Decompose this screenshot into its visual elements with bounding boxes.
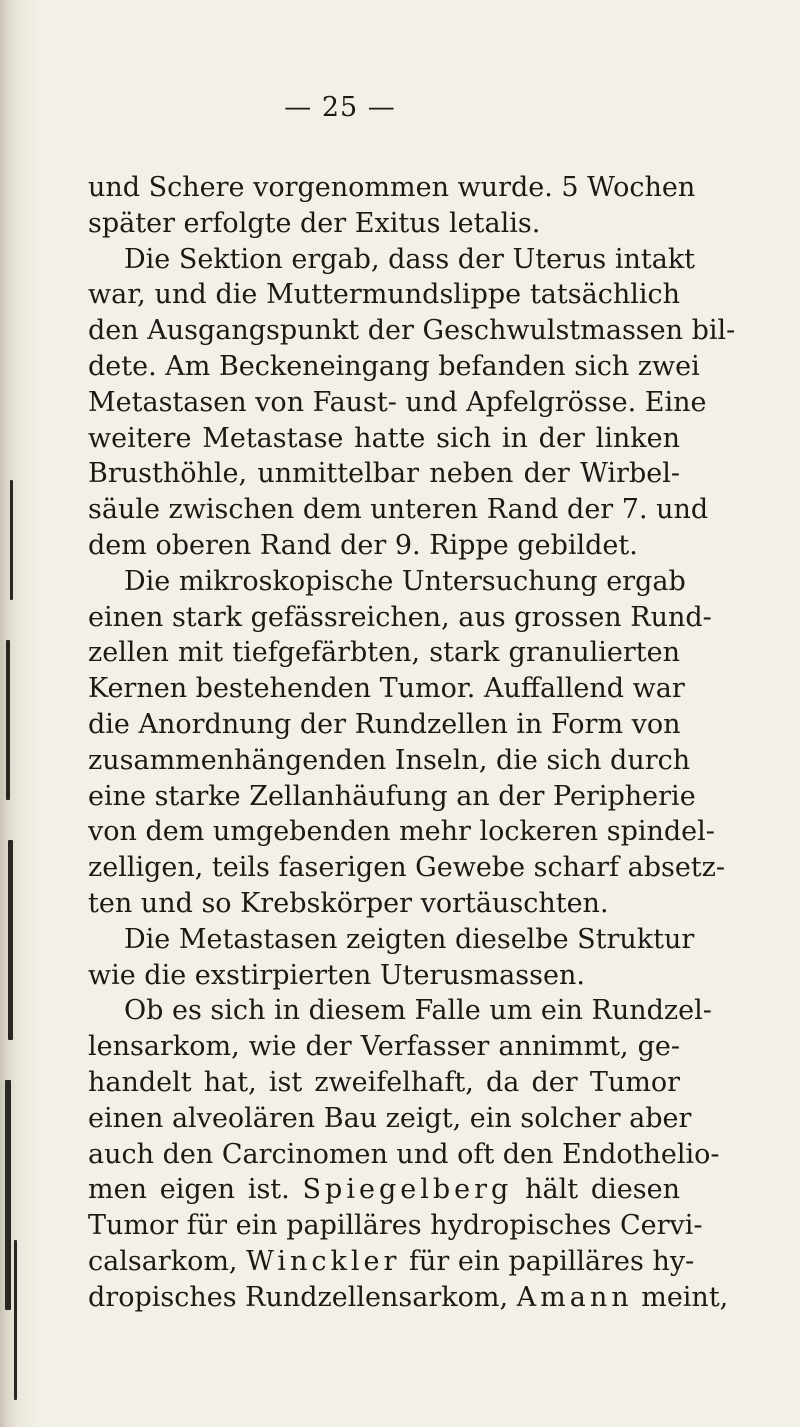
binding-mark (8, 840, 13, 1040)
text-line: wie die exstirpierten Uterusmassen. (88, 959, 585, 991)
text-line: den Ausgangspunkt der Geschwulstmassen bil- (88, 315, 736, 347)
text-line: säule zwischen dem unteren Rand der 7. und (88, 494, 709, 526)
text-line: auch den Carcinomen und oft den Endothelio- (88, 1138, 720, 1170)
text-line: später erfolgte der Exitus letalis. (88, 207, 541, 239)
text-fragment: men eigen ist. (88, 1174, 290, 1206)
author-name-amann: Amann (516, 1281, 633, 1313)
text-line: einen alveolären Bau zeigt, ein solcher aber (88, 1102, 692, 1134)
text-line: zusammenhängenden Inseln, die sich durch (88, 744, 691, 776)
body-text (88, 170, 736, 1316)
text-line: dem oberen Rand der 9. Rippe gebildet. (88, 529, 638, 561)
text-line: zellen mit tiefgefärbten, stark granulierten (88, 637, 680, 669)
text-line: eine starke Zellanhäufung an der Peripherie (88, 780, 696, 812)
text-line (88, 1280, 729, 1316)
text-fragment: hält diesen (525, 1174, 680, 1206)
text-line: die Anordnung der Rundzellen in Form von (88, 708, 681, 740)
author-name-spiegelberg: Spiegelberg (302, 1174, 513, 1206)
text-line: von dem umgebenden mehr lockeren spindel- (88, 816, 715, 848)
text-line: lensarkom, wie der Verfasser annimmt, ge- (88, 1031, 680, 1063)
author-name-winckler: Winckler (246, 1245, 401, 1277)
binding-mark (14, 1240, 17, 1400)
page-number: — 25 — (284, 92, 396, 123)
text-line: ten und so Krebskörper vortäuschten. (88, 887, 609, 919)
text-line: Die mikroskopische Untersuchung ergab (124, 565, 686, 597)
binding-edge (0, 0, 40, 1427)
text-line: war, und die Muttermundslippe tatsächlich (88, 279, 680, 311)
text-line: einen stark gefässreichen, aus grossen Rund- (88, 601, 712, 633)
text-line: handelt hat, ist zweifelhaft, da der Tumor (88, 1066, 680, 1098)
text-line: und Schere vorgenommen wurde. 5 Wochen (88, 172, 696, 203)
text-line (88, 1244, 695, 1280)
text-fragment: für ein papilläres hy- (409, 1245, 695, 1277)
text-line: Brusthöhle, unmittelbar neben der Wirbel- (88, 458, 680, 490)
binding-mark (10, 480, 13, 600)
text-line: Tumor für ein papilläres hydropisches Cervi- (88, 1210, 703, 1242)
binding-mark (6, 640, 10, 800)
text-fragment: calsarkom, (88, 1245, 238, 1277)
text-line: Die Metastasen zeigten dieselbe Struktur (124, 923, 695, 955)
text-line: weitere Metastase hatte sich in der linken (88, 422, 680, 454)
text-fragment: dropisches Rundzellensarkom, (88, 1281, 509, 1313)
text-line: Kernen bestehenden Tumor. Auffallend war (88, 673, 685, 705)
text-line: dete. Am Beckeneingang befanden sich zwei (88, 350, 700, 382)
text-line: Ob es sich in diesem Falle um ein Rundzel- (124, 995, 712, 1027)
text-line (88, 1172, 680, 1208)
binding-mark (5, 1080, 11, 1310)
text-line: Die Sektion ergab, dass der Uterus intakt (124, 243, 696, 275)
text-line: zelligen, teils faserigen Gewebe scharf absetz- (88, 852, 726, 884)
text-line: Metastasen von Faust- und Apfelgrösse. Eine (88, 386, 707, 418)
text-fragment: meint, (641, 1281, 729, 1313)
